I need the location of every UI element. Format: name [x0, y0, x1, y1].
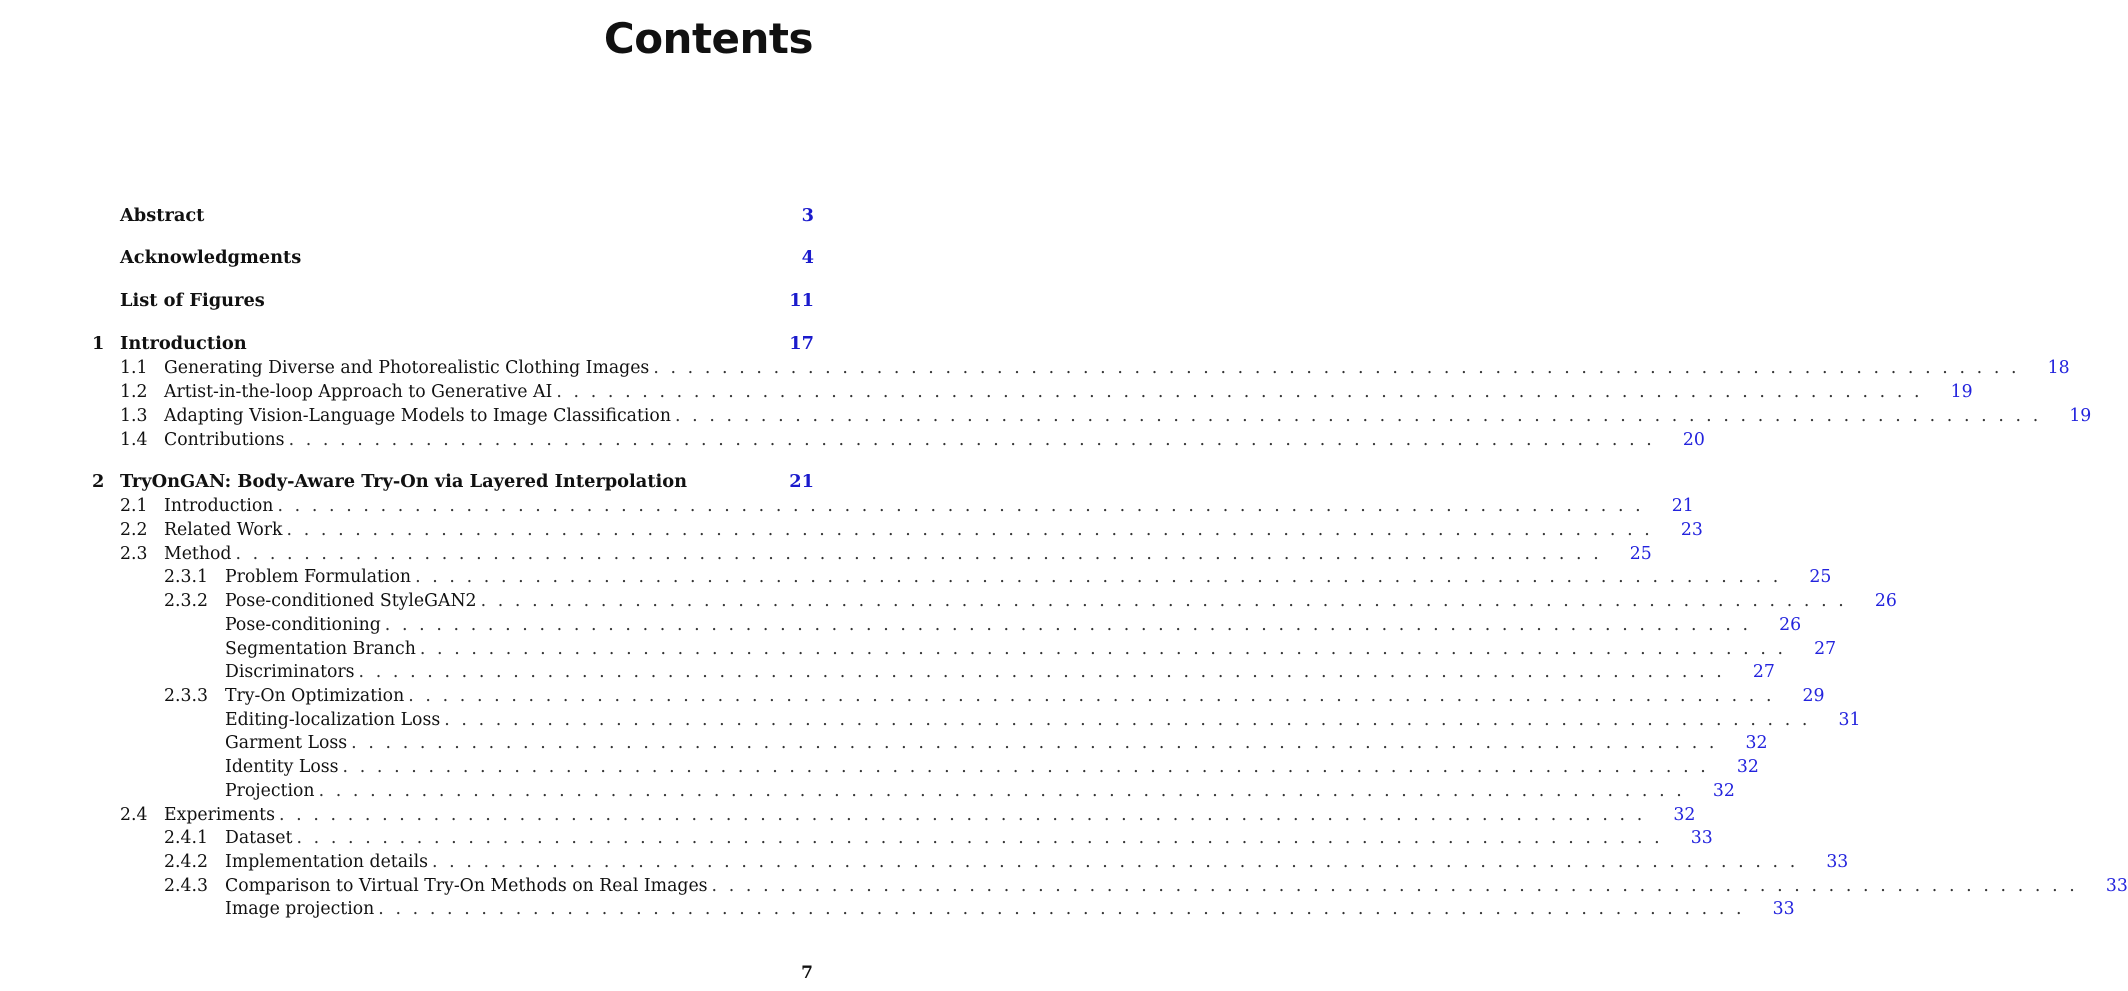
toc-entry-number: 2 — [92, 471, 105, 492]
toc-entry-number: 2.4 — [120, 805, 148, 825]
toc-entry-title[interactable]: Related Work — [164, 520, 283, 540]
toc-entry-number: 2.3 — [120, 544, 148, 564]
dot-leader: . . . . . . . . . . . . . . . . . . . . . . . . . . . . . . . . . . . . . . . . . . . . . . . . . . . . . . . . . . . . . . . . . . . . . . . . . . . . . . . . — [431, 852, 1799, 872]
toc-entry-number: 2.4.2 — [164, 852, 208, 872]
dot-leader: . . . . . . . . . . . . . . . . . . . . . . . . . . . . . . . . . . . . . . . . . . . . . . . . . . . . . . . . . . . . . . . . . . . . . . . . . . . . . . . . — [444, 710, 1811, 730]
toc-entry-page-link[interactable]: 33 — [1772, 899, 1795, 919]
toc-entry-title[interactable]: Introduction — [164, 496, 274, 516]
toc-entry-number: 2.4.1 — [164, 828, 208, 848]
toc-entry[interactable] — [92, 803, 1696, 827]
toc-entry[interactable] — [92, 332, 814, 356]
dot-leader: . . . . . . . . . . . . . . . . . . . . . . . . . . . . . . . . . . . . . . . . . . . . . . . . . . . . . . . . . . . . . . . . . . . . . . . . . . . . . . . . — [480, 591, 1847, 611]
toc-entry-page-link[interactable]: 32 — [1712, 781, 1735, 801]
dot-leader: . . . . . . . . . . . . . . . . . . . . . . . . . . . . . . . . . . . . . . . . . . . . . . . . . . . . . . . . . . . . . . . . . . . . . . . . . . . . . . . . — [358, 662, 1725, 682]
dot-leader: . . . . . . . . . . . . . . . . . . . . . . . . . . . . . . . . . . . . . . . . . . . . . . . . . . . . . . . . . . . . . . . . . . . . . . . . . . . . . . . . — [653, 358, 2020, 378]
toc-entry-title[interactable]: Problem Formulation — [225, 567, 412, 587]
toc-entry-page-link[interactable]: 33 — [1690, 828, 1713, 848]
toc-entry[interactable] — [92, 356, 2070, 380]
toc-entry-page-link[interactable]: 31 — [1838, 710, 1861, 730]
toc-entry-page-link[interactable]: 32 — [1745, 733, 1768, 753]
toc-entry-page-link[interactable]: 25 — [1809, 567, 1832, 587]
dot-leader: . . . . . . . . . . . . . . . . . . . . . . . . . . . . . . . . . . . . . . . . . . . . . . . . . . . . . . . . . . . . . . . . . . . . . . . . . . . . . . . . — [318, 781, 1685, 801]
toc-entry-number: 1.2 — [120, 382, 148, 402]
dot-leader: . . . . . . . . . . . . . . . . . . . . . . . . . . . . . . . . . . . . . . . . . . . . . . . . . . . . . . . . . . . . . . . . . . . . . . . . . . . . . . . . — [408, 686, 1775, 706]
toc-entry-title[interactable]: Try-On Optimization — [225, 686, 405, 706]
toc-entry[interactable] — [92, 637, 1837, 661]
toc-entry[interactable] — [92, 850, 1849, 874]
toc-entry-number: 2.1 — [120, 496, 148, 516]
toc-entry[interactable] — [92, 708, 1861, 732]
toc-entry[interactable] — [92, 874, 2128, 898]
toc-entry-page-link[interactable]: 29 — [1802, 686, 1825, 706]
toc-entry[interactable] — [92, 494, 1694, 518]
dot-leader: . . . . . . . . . . . . . . . . . . . . . . . . . . . . . . . . . . . . . . . . . . . . . . . . . . . . . . . . . . . . . . . . . . . . . . . . . . . . . . . . — [296, 828, 1663, 848]
dot-leader: . . . . . . . . . . . . . . . . . . . . . . . . . . . . . . . . . . . . . . . . . . . . . . . . . . . . . . . . . . . . . . . . . . . . . . . . . . . . . . . . — [378, 899, 1745, 919]
toc-entry-page-link[interactable]: 21 — [1671, 496, 1694, 516]
toc-entry[interactable] — [92, 404, 2092, 428]
toc-entry-number: 2.3.1 — [164, 567, 208, 587]
toc-entry-page-link[interactable]: 20 — [1682, 430, 1705, 450]
toc-entry-page-link[interactable]: 23 — [1680, 520, 1703, 540]
toc-entry-number: 1.1 — [120, 358, 148, 378]
toc-entry[interactable] — [92, 289, 814, 313]
toc-entry[interactable] — [92, 246, 814, 270]
page-title: Contents — [603, 14, 813, 63]
toc-entry-title[interactable]: Artist-in-the-loop Approach to Generative AI — [164, 382, 553, 402]
toc-entry[interactable] — [92, 779, 1735, 803]
toc-entry[interactable] — [92, 542, 1652, 566]
toc-entry-title[interactable]: Projection — [225, 781, 315, 801]
toc-entry-page-link[interactable]: 19 — [1950, 382, 1973, 402]
toc-entry-number: 1.4 — [120, 430, 148, 450]
toc-entry-page-link[interactable]: 11 — [789, 290, 814, 311]
toc-entry-page-link[interactable]: 25 — [1629, 544, 1652, 564]
toc-entry-title[interactable]: Generating Diverse and Photorealistic Clothing Images — [164, 358, 650, 378]
toc-entry[interactable] — [92, 204, 814, 228]
dot-leader: . . . . . . . . . . . . . . . . . . . . . . . . . . . . . . . . . . . . . . . . . . . . . . . . . . . . . . . . . . . . . . . . . . . . . . . . . . . . . . . . — [288, 430, 1655, 450]
toc-entry-page-link[interactable]: 27 — [1752, 662, 1775, 682]
dot-leader: . . . . . . . . . . . . . . . . . . . . . . . . . . . . . . . . . . . . . . . . . . . . . . . . . . . . . . . . . . . . . . . . . . . . . . . . . . . . . . . . — [419, 639, 1787, 659]
dot-leader: . . . . . . . . . . . . . . . . . . . . . . . . . . . . . . . . . . . . . . . . . . . . . . . . . . . . . . . . . . . . . . . . . . . . . . . . . . . . . . . . — [384, 615, 1752, 635]
toc-entry[interactable] — [92, 380, 1973, 404]
dot-leader: . . . . . . . . . . . . . . . . . . . . . . . . . . . . . . . . . . . . . . . . . . . . . . . . . . . . . . . . . . . . . . . . . . . . . . . . . . . . . . . . — [556, 382, 1923, 402]
toc-entry-title[interactable]: TryOnGAN: Body-Aware Try-On via Layered Interpolation — [120, 471, 688, 492]
dot-leader: . . . . . . . . . . . . . . . . . . . . . . . . . . . . . . . . . . . . . . . . . . . . . . . . . . . . . . . . . . . . . . . . . . . . . . . . . . . . . . . . — [277, 496, 1644, 516]
toc-entry-title[interactable]: Introduction — [120, 333, 247, 354]
toc-entry-title[interactable]: Implementation details — [225, 852, 428, 872]
toc-entry-page-link[interactable]: 18 — [2047, 358, 2070, 378]
table-of-contents — [92, 0, 2128, 991]
toc-entry-page-link[interactable]: 17 — [789, 333, 814, 354]
toc-entry[interactable] — [92, 731, 1768, 755]
toc-entry[interactable] — [92, 755, 1759, 779]
toc-entry-page-link[interactable]: 33 — [1826, 852, 1849, 872]
dot-leader: . . . . . . . . . . . . . . . . . . . . . . . . . . . . . . . . . . . . . . . . . . . . . . . . . . . . . . . . . . . . . . . . . . . . . . . . . . . . . . . . — [286, 520, 1653, 540]
toc-entry-page-link[interactable]: 26 — [1779, 615, 1802, 635]
toc-entry-page-link[interactable]: 32 — [1673, 805, 1696, 825]
toc-entry-title[interactable]: Image projection — [225, 899, 375, 919]
dot-leader: . . . . . . . . . . . . . . . . . . . . . . . . . . . . . . . . . . . . . . . . . . . . . . . . . . . . . . . . . . . . . . . . . . . . . . . . . . . . . . . . — [415, 567, 1782, 587]
dot-leader: . . . . . . . . . . . . . . . . . . . . . . . . . . . . . . . . . . . . . . . . . . . . . . . . . . . . . . . . . . . . . . . . . . . . . . . . . . . . . . . . — [279, 805, 1646, 825]
toc-entry-title[interactable]: Segmentation Branch — [225, 639, 416, 659]
toc-entry-page-link[interactable]: 3 — [801, 205, 814, 226]
toc-entry-title[interactable]: Pose-conditioning — [225, 615, 381, 635]
toc-entry-title[interactable]: Garment Loss — [225, 733, 348, 753]
toc-entry-title[interactable]: Contributions — [164, 430, 285, 450]
dot-leader: . . . . . . . . . . . . . . . . . . . . . . . . . . . . . . . . . . . . . . . . . . . . . . . . . . . . . . . . . . . . . . . . . . . . . . . . . . . . . . . . — [711, 876, 2078, 896]
toc-entry-page-link[interactable]: 21 — [789, 471, 814, 492]
toc-entry-title[interactable]: Adapting Vision-Language Models to Image Classification — [164, 406, 671, 426]
dot-leader: . . . . . . . . . . . . . . . . . . . . . . . . . . . . . . . . . . . . . . . . . . . . . . . . . . . . . . . . . . . . . . . . . . . . . . . . . . . . . . . . — [351, 733, 1718, 753]
toc-entry-page-link[interactable]: 33 — [2105, 876, 2128, 896]
toc-entry[interactable] — [92, 428, 1705, 452]
toc-entry-title[interactable]: Editing-localization Loss — [225, 710, 441, 730]
toc-entry[interactable] — [92, 613, 1802, 637]
dot-leader: . . . . . . . . . . . . . . . . . . . . . . . . . . . . . . . . . . . . . . . . . . . . . . . . . . . . . . . . . . . . . . . . . . . . . . . . . . . . . . . . — [235, 544, 1602, 564]
toc-entry-page-link[interactable]: 19 — [2069, 406, 2092, 426]
toc-entry[interactable] — [92, 897, 1795, 921]
toc-entry-number: 2.3.3 — [164, 686, 208, 706]
toc-entry-title[interactable]: Acknowledgments — [120, 247, 302, 268]
toc-entry-number: 2.4.3 — [164, 876, 208, 896]
toc-entry[interactable] — [92, 470, 814, 494]
toc-entry-title[interactable]: Identity Loss — [225, 757, 339, 777]
toc-entry[interactable] — [92, 565, 1832, 589]
toc-entry[interactable] — [92, 684, 1825, 708]
toc-entry-page-link[interactable]: 27 — [1814, 639, 1837, 659]
page-number: 7 — [801, 963, 813, 983]
toc-entry-title[interactable]: Pose-conditioned StyleGAN2 — [225, 591, 477, 611]
toc-entry-number: 1.3 — [120, 406, 148, 426]
toc-entry[interactable] — [92, 826, 1713, 850]
toc-entry-page-link[interactable]: 4 — [801, 247, 814, 268]
toc-entry-number: 2.2 — [120, 520, 148, 540]
toc-entry-title[interactable]: Comparison to Virtual Try-On Methods on Real Images — [225, 876, 708, 896]
dot-leader: . . . . . . . . . . . . . . . . . . . . . . . . . . . . . . . . . . . . . . . . . . . . . . . . . . . . . . . . . . . . . . . . . . . . . . . . . . . . . . . . — [342, 757, 1709, 777]
toc-entry-title[interactable]: Discriminators — [225, 662, 355, 682]
toc-entry-number: 1 — [92, 333, 105, 354]
toc-entry-title[interactable]: Abstract — [120, 205, 205, 226]
toc-entry-title[interactable]: Method — [164, 544, 232, 564]
toc-entry[interactable] — [92, 518, 1703, 542]
toc-entry-title[interactable]: Dataset — [225, 828, 293, 848]
toc-entry-title[interactable]: List of Figures — [120, 290, 265, 311]
toc-entry-number: 2.3.2 — [164, 591, 208, 611]
toc-entry[interactable] — [92, 589, 1897, 613]
dot-leader: . . . . . . . . . . . . . . . . . . . . . . . . . . . . . . . . . . . . . . . . . . . . . . . . . . . . . . . . . . . . . . . . . . . . . . . . . . . . . . . . — [674, 406, 2042, 426]
toc-entry-page-link[interactable]: 32 — [1736, 757, 1759, 777]
toc-entry[interactable] — [92, 660, 1775, 684]
toc-entry-page-link[interactable]: 26 — [1874, 591, 1897, 611]
toc-entry-title[interactable]: Experiments — [164, 805, 275, 825]
